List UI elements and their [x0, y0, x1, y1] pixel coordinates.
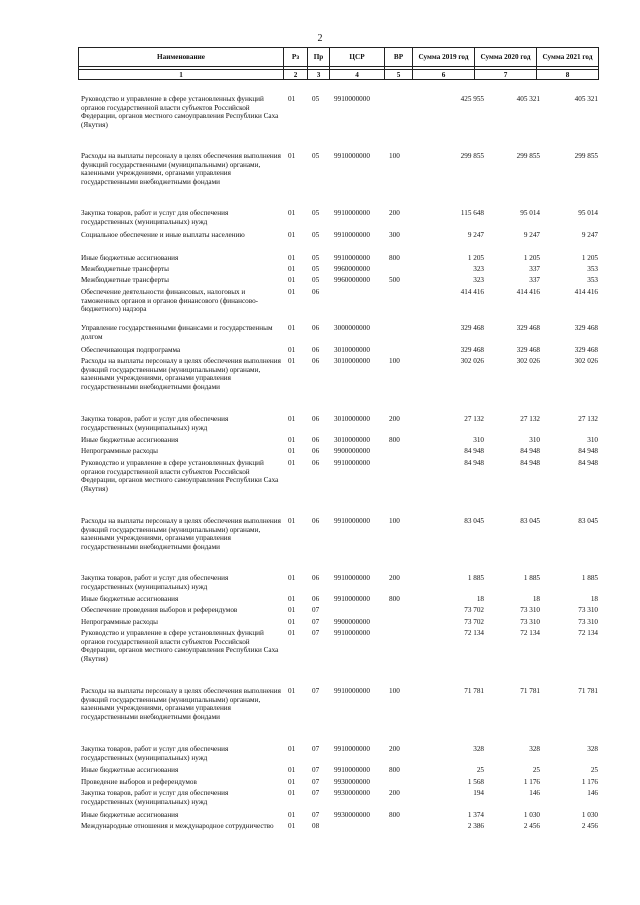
row-sum-2019: 323 — [473, 276, 484, 284]
row-sum-2020: 1 885 — [523, 574, 540, 582]
row-csr: 9930000000 — [334, 811, 370, 819]
col-header-sum-2020: Сумма 2020 год — [475, 48, 537, 67]
row-csr: 9910000000 — [334, 629, 370, 637]
row-pr: 05 — [312, 209, 320, 217]
row-csr: 9910000000 — [334, 745, 370, 753]
row-sum-2019: 73 702 — [464, 618, 484, 626]
row-sum-2019: 328 — [473, 745, 484, 753]
row-vr: 200 — [389, 415, 400, 423]
row-pr: 07 — [312, 789, 320, 797]
row-pr: 06 — [312, 447, 320, 455]
col-header-csr: ЦСР — [330, 48, 385, 67]
row-pr: 07 — [312, 687, 320, 695]
row-sum-2020: 310 — [529, 436, 540, 444]
row-name: Расходы на выплаты персоналу в целях обеспечения выполнения функций государственными (муниципальными) органами, казенными учреждениями, органами управления государственными внебюджетными фондами — [81, 357, 281, 391]
row-csr: 9930000000 — [334, 789, 370, 797]
row-pr: 07 — [312, 618, 320, 626]
row-sum-2020: 302 026 — [516, 357, 540, 365]
row-pr: 07 — [312, 745, 320, 753]
row-vr: 800 — [389, 595, 400, 603]
row-vr: 800 — [389, 436, 400, 444]
col-header-rz: Рз — [284, 48, 308, 67]
row-pr: 05 — [312, 254, 320, 262]
row-sum-2019: 329 468 — [460, 324, 484, 332]
row-sum-2020: 146 — [529, 789, 540, 797]
row-pr: 07 — [312, 811, 320, 819]
row-csr: 9910000000 — [334, 231, 370, 239]
row-sum-2020: 329 468 — [516, 346, 540, 354]
row-name: Обеспечение проведения выборов и референдумов — [81, 606, 238, 614]
row-csr: 3010000000 — [334, 415, 370, 423]
row-vr: 800 — [389, 811, 400, 819]
row-pr: 07 — [312, 606, 320, 614]
row-sum-2021: 84 948 — [578, 447, 598, 455]
row-sum-2021: 1 176 — [581, 778, 598, 786]
row-name: Иные бюджетные ассигнования — [81, 595, 179, 603]
col-number-5: 5 — [385, 70, 413, 80]
row-sum-2020: 414 416 — [516, 288, 540, 296]
row-sum-2019: 2 386 — [467, 822, 484, 830]
row-pr: 06 — [312, 324, 320, 332]
row-pr: 06 — [312, 517, 320, 525]
row-vr: 500 — [389, 276, 400, 284]
row-sum-2021: 353 — [587, 276, 598, 284]
row-name: Закупка товаров, работ и услуг для обеспечения государственных (муниципальных) нужд — [81, 789, 229, 806]
row-sum-2019: 72 134 — [464, 629, 484, 637]
row-pr: 05 — [312, 276, 320, 284]
row-csr: 9910000000 — [334, 766, 370, 774]
row-sum-2021: 27 132 — [578, 415, 598, 423]
row-sum-2021: 73 310 — [578, 606, 598, 614]
row-rz: 01 — [288, 357, 296, 365]
row-sum-2020: 9 247 — [523, 231, 540, 239]
col-number-1: 1 — [79, 70, 284, 80]
row-name: Иные бюджетные ассигнования — [81, 766, 179, 774]
row-sum-2021: 71 781 — [578, 687, 598, 695]
col-header-pr: Пр — [308, 48, 330, 67]
row-sum-2020: 27 132 — [520, 415, 540, 423]
row-sum-2019: 1 205 — [467, 254, 484, 262]
row-rz: 01 — [288, 745, 296, 753]
row-csr: 9960000000 — [334, 276, 370, 284]
row-sum-2021: 1 030 — [581, 811, 598, 819]
row-name: Иные бюджетные ассигнования — [81, 254, 179, 262]
row-sum-2020: 1 030 — [523, 811, 540, 819]
row-vr: 800 — [389, 766, 400, 774]
row-rz: 01 — [288, 822, 296, 830]
row-csr: 9900000000 — [334, 618, 370, 626]
row-sum-2020: 95 014 — [520, 209, 540, 217]
row-sum-2019: 25 — [476, 766, 484, 774]
row-sum-2020: 72 134 — [520, 629, 540, 637]
row-vr: 800 — [389, 254, 400, 262]
row-sum-2019: 302 026 — [460, 357, 484, 365]
row-vr: 100 — [389, 152, 400, 160]
row-rz: 01 — [288, 254, 296, 262]
row-sum-2021: 1 205 — [581, 254, 598, 262]
row-name: Закупка товаров, работ и услуг для обеспечения государственных (муниципальных) нужд — [81, 415, 229, 432]
row-sum-2019: 115 648 — [460, 209, 484, 217]
row-sum-2021: 73 310 — [578, 618, 598, 626]
row-vr: 100 — [389, 687, 400, 695]
row-sum-2021: 299 855 — [574, 152, 598, 160]
row-pr: 07 — [312, 766, 320, 774]
row-vr: 200 — [389, 574, 400, 582]
row-rz: 01 — [288, 517, 296, 525]
col-number-2: 2 — [284, 70, 308, 80]
row-sum-2021: 18 — [590, 595, 598, 603]
row-pr: 05 — [312, 231, 320, 239]
row-pr: 06 — [312, 288, 320, 296]
row-sum-2019: 299 855 — [460, 152, 484, 160]
row-csr: 9910000000 — [334, 574, 370, 582]
row-rz: 01 — [288, 766, 296, 774]
row-name: Обеспечение деятельности финансовых, налоговых и таможенных органов и органов финансового (финансово-бюджетного) надзора — [81, 288, 259, 314]
row-sum-2019: 84 948 — [464, 459, 484, 467]
row-sum-2019: 323 — [473, 265, 484, 273]
row-pr: 06 — [312, 459, 320, 467]
row-name: Международные отношения и международное сотрудничество — [81, 822, 274, 830]
row-sum-2020: 1 176 — [523, 778, 540, 786]
row-sum-2021: 72 134 — [578, 629, 598, 637]
row-rz: 01 — [288, 209, 296, 217]
col-header-sum-2019: Сумма 2019 год — [413, 48, 475, 67]
row-pr: 06 — [312, 415, 320, 423]
row-rz: 01 — [288, 811, 296, 819]
col-number-3: 3 — [308, 70, 330, 80]
row-sum-2019: 1 568 — [467, 778, 484, 786]
col-header-vr: ВР — [385, 48, 413, 67]
row-rz: 01 — [288, 288, 296, 296]
row-name: Иные бюджетные ассигнования — [81, 436, 179, 444]
row-name: Межбюджетные трансферты — [81, 265, 169, 273]
row-sum-2021: 1 885 — [581, 574, 598, 582]
row-sum-2021: 329 468 — [574, 324, 598, 332]
row-pr: 08 — [312, 822, 320, 830]
row-sum-2021: 25 — [590, 766, 598, 774]
row-csr: 3010000000 — [334, 357, 370, 365]
row-csr: 9910000000 — [334, 95, 370, 103]
col-header-sum-2021: Сумма 2021 год — [537, 48, 599, 67]
row-rz: 01 — [288, 629, 296, 637]
row-rz: 01 — [288, 595, 296, 603]
row-rz: 01 — [288, 231, 296, 239]
row-vr: 100 — [389, 357, 400, 365]
row-csr: 9900000000 — [334, 447, 370, 455]
row-name: Непрограммные расходы — [81, 447, 158, 455]
row-name: Руководство и управление в сфере установленных функций органов государственной власти субъектов Российской Федерации, органов местного самоуправления Республики Саха (Якутия) — [81, 95, 279, 129]
row-rz: 01 — [288, 95, 296, 103]
col-number-8: 8 — [537, 70, 599, 80]
row-name: Управление государственными финансами и государственным долгом — [81, 324, 273, 341]
row-sum-2021: 353 — [587, 265, 598, 273]
row-csr: 9910000000 — [334, 152, 370, 160]
row-vr: 200 — [389, 789, 400, 797]
row-rz: 01 — [288, 346, 296, 354]
row-csr: 9910000000 — [334, 209, 370, 217]
row-sum-2021: 9 247 — [581, 231, 598, 239]
row-pr: 06 — [312, 574, 320, 582]
row-name: Руководство и управление в сфере установленных функций органов государственной власти субъектов Российской Федерации, органов местного самоуправления Республики Саха (Якутия) — [81, 629, 279, 663]
row-sum-2019: 71 781 — [464, 687, 484, 695]
row-sum-2019: 18 — [476, 595, 484, 603]
row-sum-2020: 25 — [532, 766, 540, 774]
col-number-7: 7 — [475, 70, 537, 80]
row-sum-2019: 83 045 — [464, 517, 484, 525]
row-name: Иные бюджетные ассигнования — [81, 811, 179, 819]
row-pr: 06 — [312, 595, 320, 603]
row-sum-2020: 328 — [529, 745, 540, 753]
row-vr: 300 — [389, 231, 400, 239]
row-pr: 05 — [312, 265, 320, 273]
row-sum-2019: 329 468 — [460, 346, 484, 354]
row-sum-2019: 73 702 — [464, 606, 484, 614]
row-sum-2019: 1 885 — [467, 574, 484, 582]
row-csr: 3000000000 — [334, 324, 370, 332]
row-vr: 200 — [389, 209, 400, 217]
row-rz: 01 — [288, 415, 296, 423]
row-rz: 01 — [288, 606, 296, 614]
row-rz: 01 — [288, 276, 296, 284]
col-number-6: 6 — [413, 70, 475, 80]
row-csr: 9910000000 — [334, 595, 370, 603]
row-vr: 200 — [389, 745, 400, 753]
col-header-name: Наименование — [79, 48, 284, 67]
row-sum-2019: 1 374 — [467, 811, 484, 819]
row-pr: 06 — [312, 357, 320, 365]
row-sum-2021: 146 — [587, 789, 598, 797]
row-sum-2019: 414 416 — [460, 288, 484, 296]
table-header — [78, 47, 599, 80]
row-sum-2020: 405 321 — [516, 95, 540, 103]
row-name: Расходы на выплаты персоналу в целях обеспечения выполнения функций государственными (муниципальными) органами, казенными учреждениями, органами управления государственными внебюджетными фондами — [81, 152, 281, 186]
row-name: Социальное обеспечение и иные выплаты населению — [81, 231, 245, 239]
row-sum-2020: 2 456 — [523, 822, 540, 830]
row-rz: 01 — [288, 778, 296, 786]
col-number-4: 4 — [330, 70, 385, 80]
row-csr: 9910000000 — [334, 459, 370, 467]
row-csr: 3010000000 — [334, 436, 370, 444]
row-sum-2020: 337 — [529, 265, 540, 273]
row-sum-2020: 71 781 — [520, 687, 540, 695]
row-rz: 01 — [288, 436, 296, 444]
row-name: Непрограммные расходы — [81, 618, 158, 626]
row-sum-2021: 95 014 — [578, 209, 598, 217]
row-sum-2019: 27 132 — [464, 415, 484, 423]
row-sum-2020: 329 468 — [516, 324, 540, 332]
row-rz: 01 — [288, 789, 296, 797]
row-csr: 9930000000 — [334, 778, 370, 786]
row-sum-2021: 84 948 — [578, 459, 598, 467]
row-vr: 100 — [389, 517, 400, 525]
row-sum-2020: 83 045 — [520, 517, 540, 525]
row-sum-2021: 329 468 — [574, 346, 598, 354]
row-csr: 9910000000 — [334, 687, 370, 695]
page-number: 2 — [317, 33, 323, 44]
row-rz: 01 — [288, 447, 296, 455]
row-name: Расходы на выплаты персоналу в целях обеспечения выполнения функций государственными (муниципальными) органами, казенными учреждениями, органами управления государственными внебюджетными фондами — [81, 517, 281, 551]
row-sum-2020: 73 310 — [520, 606, 540, 614]
row-csr: 9910000000 — [334, 517, 370, 525]
row-name: Руководство и управление в сфере установленных функций органов государственной власти субъектов Российской Федерации, органов местного самоуправления Республики Саха (Якутия) — [81, 459, 279, 493]
row-sum-2019: 194 — [473, 789, 484, 797]
row-sum-2019: 310 — [473, 436, 484, 444]
row-sum-2019: 84 948 — [464, 447, 484, 455]
row-name: Обеспечивающая подпрограмма — [81, 346, 181, 354]
row-sum-2021: 302 026 — [574, 357, 598, 365]
row-name: Расходы на выплаты персоналу в целях обеспечения выполнения функций государственными (муниципальными) органами, казенными учреждениями, органами управления государственными внебюджетными фондами — [81, 687, 281, 721]
row-pr: 05 — [312, 95, 320, 103]
row-sum-2021: 310 — [587, 436, 598, 444]
row-csr: 9910000000 — [334, 254, 370, 262]
row-rz: 01 — [288, 687, 296, 695]
row-pr: 06 — [312, 346, 320, 354]
row-rz: 01 — [288, 152, 296, 160]
row-sum-2019: 9 247 — [467, 231, 484, 239]
row-sum-2020: 1 205 — [523, 254, 540, 262]
row-name: Проведение выборов и референдумов — [81, 778, 197, 786]
row-csr: 3010000000 — [334, 346, 370, 354]
row-sum-2021: 83 045 — [578, 517, 598, 525]
row-pr: 07 — [312, 778, 320, 786]
row-pr: 07 — [312, 629, 320, 637]
row-name: Закупка товаров, работ и услуг для обеспечения государственных (муниципальных) нужд — [81, 745, 229, 762]
row-sum-2021: 405 321 — [574, 95, 598, 103]
row-rz: 01 — [288, 618, 296, 626]
row-sum-2020: 84 948 — [520, 459, 540, 467]
row-name: Закупка товаров, работ и услуг для обеспечения государственных (муниципальных) нужд — [81, 574, 229, 591]
row-sum-2019: 425 955 — [460, 95, 484, 103]
row-pr: 06 — [312, 436, 320, 444]
row-sum-2020: 299 855 — [516, 152, 540, 160]
row-sum-2021: 414 416 — [574, 288, 598, 296]
row-rz: 01 — [288, 459, 296, 467]
row-sum-2021: 2 456 — [581, 822, 598, 830]
row-sum-2020: 73 310 — [520, 618, 540, 626]
row-rz: 01 — [288, 324, 296, 332]
row-name: Межбюджетные трансферты — [81, 276, 169, 284]
row-rz: 01 — [288, 574, 296, 582]
row-sum-2020: 18 — [532, 595, 540, 603]
row-sum-2020: 337 — [529, 276, 540, 284]
row-sum-2021: 328 — [587, 745, 598, 753]
row-name: Закупка товаров, работ и услуг для обеспечения государственных (муниципальных) нужд — [81, 209, 229, 226]
row-pr: 05 — [312, 152, 320, 160]
row-csr: 9960000000 — [334, 265, 370, 273]
row-rz: 01 — [288, 265, 296, 273]
row-sum-2020: 84 948 — [520, 447, 540, 455]
